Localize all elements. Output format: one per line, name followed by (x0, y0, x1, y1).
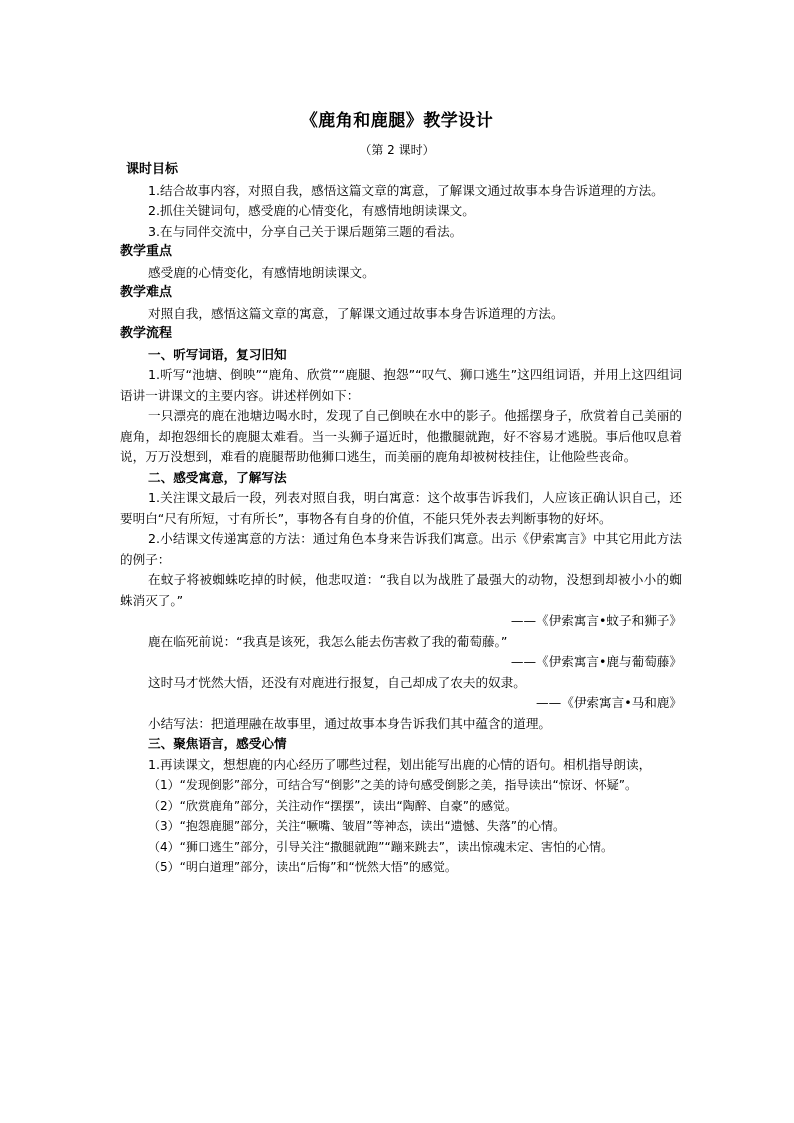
reading-step: （2）“欣赏鹿角”部分，关注动作“摆摆”，读出“陶醉、自豪”的感觉。 (148, 798, 517, 813)
focus-heading: 教学重点 (120, 244, 173, 259)
section-2-heading: 二、感受寓意，了解写法 (148, 469, 287, 485)
focus-text: 感受鹿的心情变化，有感情地朗读课文。 (148, 264, 375, 280)
fable-source: ——《伊索寓言•蚊子和狮子》 (510, 613, 682, 628)
section-1-example: 一只漂亮的鹿在池塘边喝水时，发现了自己倒映在水中的影子。他摇摆身子，欣赏着自己美丽的鹿角，却抱怨细长的鹿腿太难看。当一头狮子逼近时，他撒腿就跑，好不容易才逃脱。事后他叹息着说，万万没想到，难看的鹿腿帮助他狮口逃生，而美丽的鹿角却被树枝挂住，让他险些丧命。 (120, 408, 682, 464)
difficulty-heading: 教学难点 (120, 285, 173, 300)
difficulty-text: 对照自我，感悟这篇文章的寓意，了解课文通过故事本身告诉道理的方法。 (148, 305, 564, 321)
fable-quote: 在蚊子将被蜘蛛吃掉的时候，他悲叹道：“我自以为战胜了最强大的动物，没想到却被小小的蜘蛛消灭了。” (120, 572, 682, 608)
reading-step: （4）“狮口逃生”部分，引导关注“撒腿就跑”“蹦来跳去”，读出惊魂未定、害怕的心情。 (148, 839, 613, 854)
reading-step: （1）“发现倒影”部分，可结合写“倒影”之美的诗句感受倒影之美，指导读出“惊讶、怀疑”。 (148, 778, 637, 792)
page-title: 《鹿角和鹿腿》教学设计 (300, 111, 494, 131)
document-body (120, 160, 682, 878)
goal-item: 3.在与同伴交流中，分享自己关于课后题第三题的看法。 (148, 223, 463, 239)
fable-quote: 鹿在临死前说：“我真是该死，我怎么能去伤害救了我的葡萄藤。” (148, 633, 508, 649)
goals-heading: 课时目标 (126, 162, 179, 177)
fable-source: ——《伊索寓言•马和鹿》 (536, 695, 682, 710)
fable-source: ——《伊索寓言•鹿与葡萄藤》 (510, 654, 682, 669)
goal-item: 2.抓住关键词句，感受鹿的心情变化，有感情地朗读课文。 (148, 203, 475, 218)
page-subtitle: （第 2 课时） (359, 143, 435, 157)
process-heading: 教学流程 (120, 326, 173, 341)
goal-item: 1.结合故事内容，对照自我，感悟这篇文章的寓意，了解课文通过故事本身告诉道理的方法。 (148, 182, 664, 198)
fable-quote: 这时马才恍然大悟，还没有对鹿进行报复，自己却成了农夫的奴隶。 (148, 674, 526, 690)
section-3-heading: 三、聚焦语言，感受心情 (148, 736, 287, 751)
section-1-heading: 一、听写词语，复习旧知 (148, 346, 287, 362)
reading-step: （3）“抱怨鹿腿”部分，关注“噘嘴、皱眉”等神态，读出“遗憾、失落”的心情。 (148, 819, 565, 833)
section-3-paragraph: 1.再读课文，想想鹿的内心经历了哪些过程，划出能写出鹿的心情的语句。相机指导朗读， (148, 756, 652, 772)
section-2-summary: 小结写法：把道理融在故事里，通过故事本身告诉我们其中蕴含的道理。 (148, 715, 551, 731)
reading-step: （5）“明白道理”部分，读出“后悔”和“恍然大悟”的感觉。 (148, 860, 457, 874)
section-2-paragraph: 1.关注课文最后一段，列表对照自我，明白寓意：这个故事告诉我们，人应该正确认识自己，还要明白“尺有所短，寸有所长”，事物各有自身的价值，不能只凭外表去判断事物的好坏。 (120, 490, 682, 526)
section-1-paragraph: 1.听写“池塘、倒映”“鹿角、欣赏”“鹿腿、抱怨”“叹气、狮口逃生”这四组词语，并用上这四组词语讲一讲课文的主要内容。讲述样例如下： (120, 367, 682, 403)
section-2-paragraph: 2.小结课文传递寓意的方法：通过角色本身来告诉我们寓意。出示《伊索寓言》中其它用此方法的例子： (120, 531, 682, 567)
